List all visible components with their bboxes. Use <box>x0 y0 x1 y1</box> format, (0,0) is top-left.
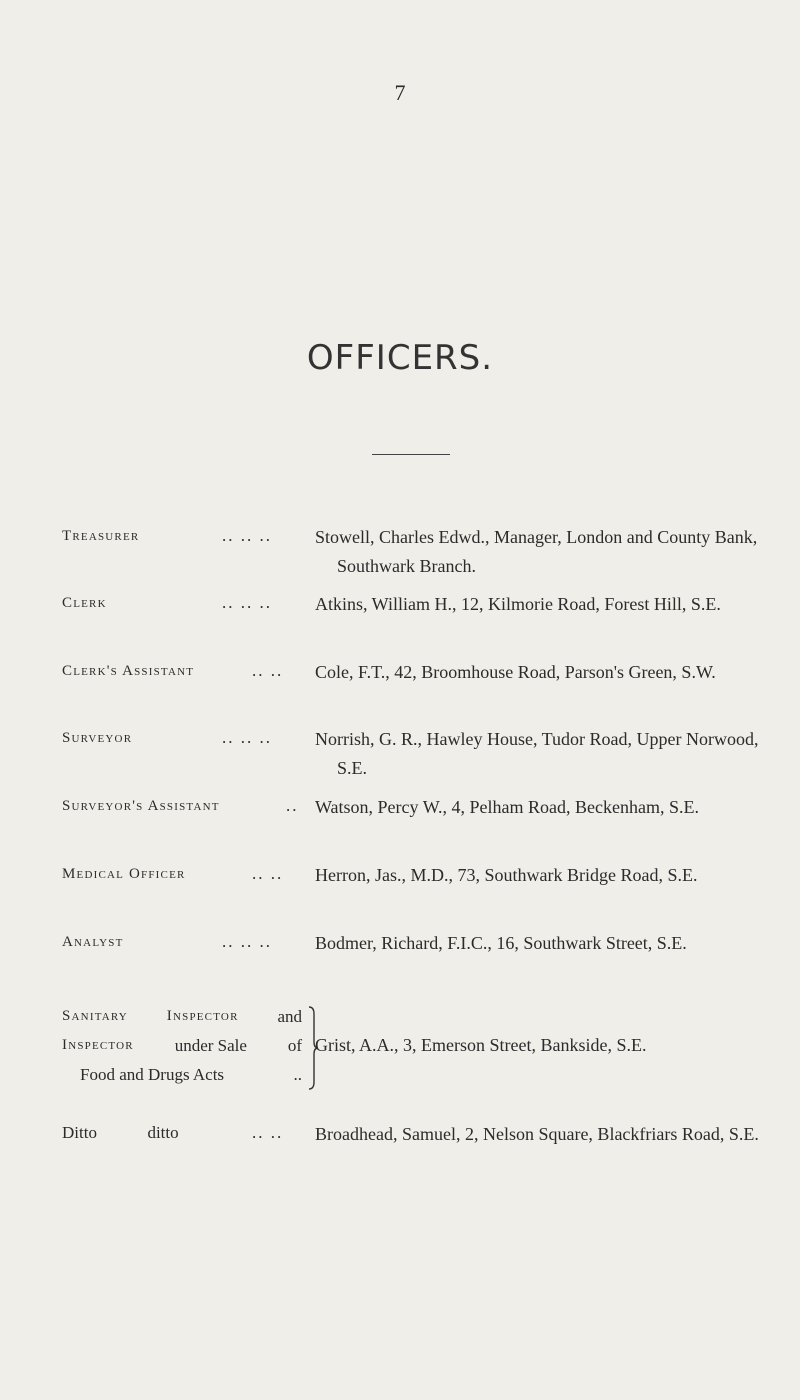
role-word: of <box>287 1036 302 1055</box>
dot-leader: .. .. <box>252 661 284 680</box>
dot-leader: .. .. .. <box>222 593 272 612</box>
officer-detail: Broadhead, Samuel, 2, Nelson Square, Blackfriars Road, S.E. <box>315 1124 759 1144</box>
officer-detail: Cole, F.T., 42, Broomhouse Road, Parson's Green, S.W. <box>315 662 716 682</box>
officer-role: Analyst <box>62 934 124 950</box>
page-number: 7 <box>394 80 406 105</box>
officer-detail: Herron, Jas., M.D., 73, Southwark Bridge Road, S.E. <box>315 865 698 885</box>
role-word: ditto <box>147 1123 179 1142</box>
page-title: OFFICERS. <box>306 338 494 378</box>
role-word: Inspector <box>166 1008 239 1024</box>
dot-leader: .. .. <box>252 1123 284 1142</box>
role-word: and <box>277 1007 302 1026</box>
officer-role: Clerk <box>62 595 107 611</box>
title-divider <box>372 454 450 455</box>
officer-role: Medical Officer <box>62 866 186 882</box>
officer-detail: Atkins, William H., 12, Kilmorie Road, Forest Hill, S.E. <box>315 594 721 614</box>
officer-detail: Bodmer, Richard, F.I.C., 16, Southwark Street, S.E. <box>315 933 687 953</box>
role-word: .. <box>293 1065 302 1084</box>
officer-role-multiline <box>62 1002 302 1089</box>
dot-leader: .. .. .. <box>222 728 272 747</box>
dot-leader: .. <box>286 796 299 815</box>
role-word: Sanitary <box>62 1008 128 1024</box>
role-line <box>62 1031 302 1060</box>
officer-detail: Grist, A.A., 3, Emerson Street, Bankside, S.E. <box>315 1035 647 1055</box>
officer-detail: Watson, Percy W., 4, Pelham Road, Beckenham, S.E. <box>315 797 699 817</box>
officer-role: Surveyor's Assistant <box>62 798 220 814</box>
role-word: under Sale <box>174 1036 247 1055</box>
dot-leader: .. .. <box>252 864 284 883</box>
officer-detail: Stowell, Charles Edwd., Manager, London and County Bank, Southwark Branch. <box>315 527 758 576</box>
role-word: Ditto <box>62 1123 97 1142</box>
role-word: Inspector <box>62 1037 134 1053</box>
role-word: Food and Drugs Acts <box>80 1065 225 1084</box>
officer-role: Clerk's Assistant <box>62 663 195 679</box>
role-line <box>62 1060 302 1089</box>
role-line <box>62 1002 302 1031</box>
officer-role: Surveyor <box>62 730 133 746</box>
officer-role: Treasurer <box>62 528 140 544</box>
officer-detail: Norrish, G. R., Hawley House, Tudor Road, Upper Norwood, S.E. <box>315 729 759 778</box>
dot-leader: .. .. .. <box>222 526 272 545</box>
dot-leader: .. .. .. <box>222 932 272 951</box>
officer-entry-sanitary-inspector <box>62 1002 752 1092</box>
